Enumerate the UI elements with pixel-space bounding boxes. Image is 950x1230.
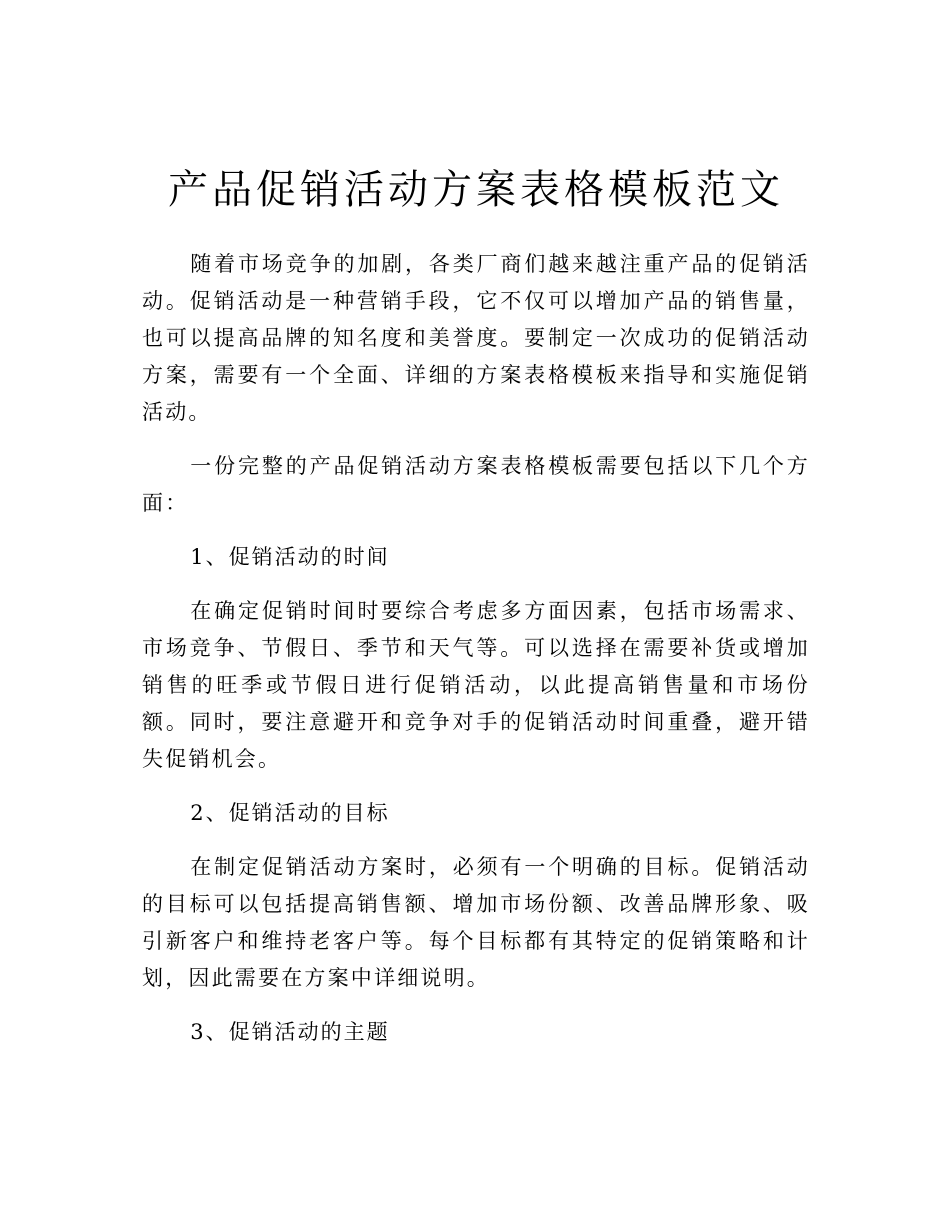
section-body-goal: 在制定促销活动方案时，必须有一个明确的目标。促销活动的目标可以包括提高销售额、增加市场份额、改善品牌形象、吸引新客户和维持老客户等。每个目标都有其特定的促销策略和计划，因此需要在方案中详细说明。 (142, 855, 810, 990)
document-body (142, 160, 810, 1068)
section-body-time: 在确定促销时间时要综合考虑多方面因素，包括市场需求、市场竞争、节假日、季节和天气等。可以选择在需要补货或增加销售的旺季或节假日进行促销活动，以此提高销售量和市场份额。同时，要注意避开和竞争对手的促销活动时间重叠，避开错失促销机会。 (142, 599, 810, 771)
section-heading-time: 1、促销活动的时间 (190, 545, 390, 569)
section-heading-theme: 3、促销活动的主题 (190, 1020, 390, 1044)
overview-paragraph: 一份完整的产品促销活动方案表格模板需要包括以下几个方面： (142, 454, 810, 515)
document-title: 产品促销活动方案表格模板范文 (168, 167, 784, 213)
intro-paragraph: 随着市场竞争的加剧，各类厂商们越来越注重产品的促销活动。促销活动是一种营销手段，它不仅可以增加产品的销售量，也可以提高品牌的知名度和美誉度。要制定一次成功的促销活动方案，需要有一个全面、详细的方案表格模板来指导和实施促销活动。 (142, 252, 810, 424)
section-heading-goal: 2、促销活动的目标 (190, 801, 390, 825)
